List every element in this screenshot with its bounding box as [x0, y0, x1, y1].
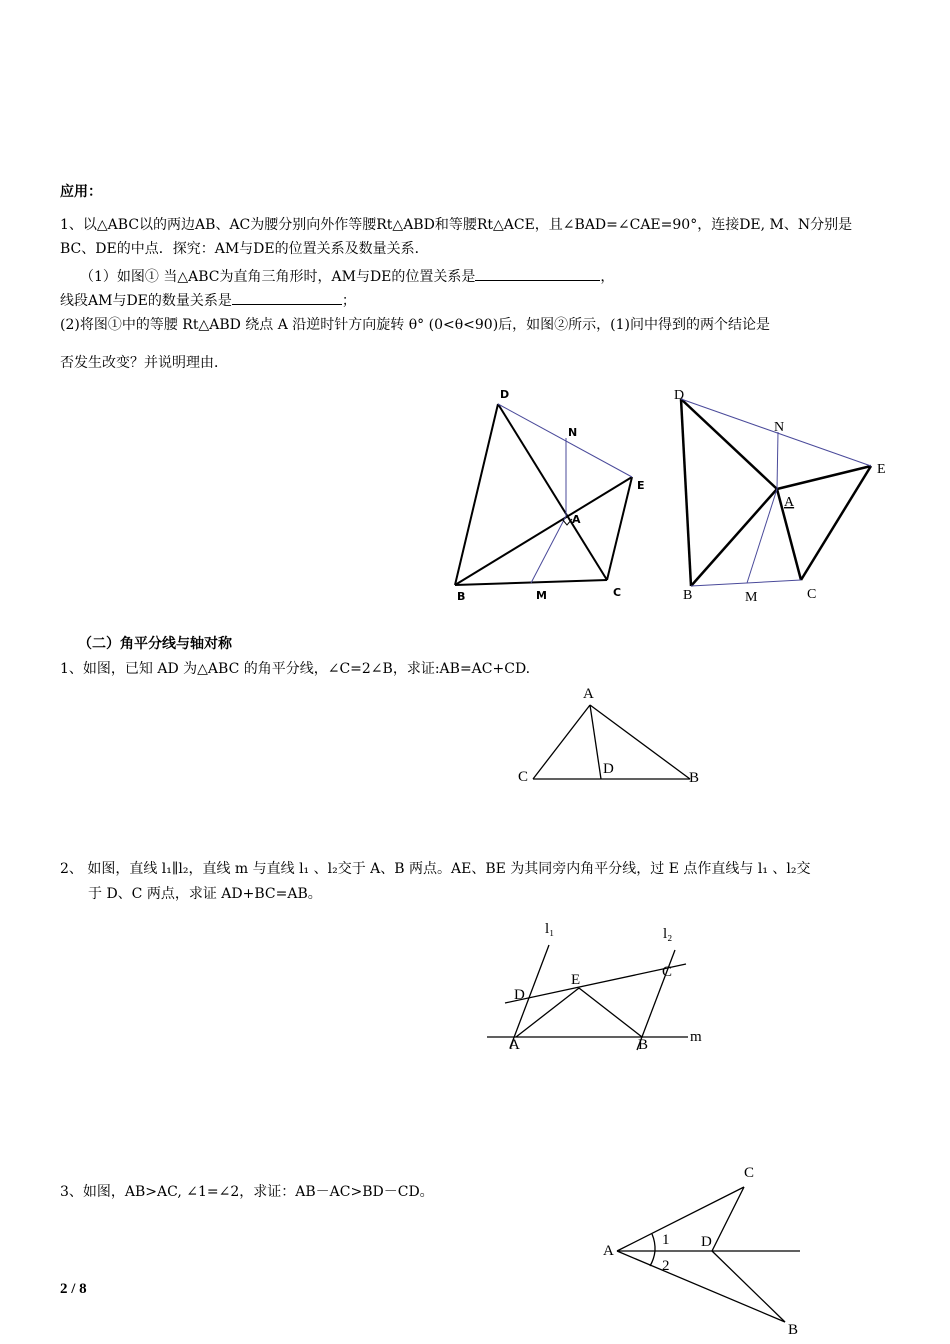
fig2-label-E: E: [877, 462, 886, 477]
fig2-label-C: C: [807, 587, 817, 602]
fig1-label-E: E: [637, 479, 645, 492]
problem-1-q2b: 否发生改变？并说明理由．: [60, 355, 228, 371]
fig5-seg-DB: [712, 1251, 785, 1322]
fig1-label-D: D: [500, 388, 510, 401]
q1b-text: 线段AM与DE的数量关系是: [60, 293, 232, 309]
fig5-seg-CD: [712, 1187, 744, 1251]
fig4-label-m: m: [690, 1029, 702, 1045]
fig5-angle-1-arc: [652, 1234, 655, 1251]
fig1-label-M: M: [536, 589, 547, 602]
fig5-seg-AB: [617, 1251, 785, 1322]
s2-problem-2-line-2: 于 D、C 两点，求证 AD+BC=AB。: [88, 886, 322, 902]
fig4-label-A: A: [509, 1037, 520, 1053]
fig4-label-B: B: [638, 1037, 649, 1053]
s2-problem-2-line-1: 2、 如图，直线 l₁∥l₂，直线 m 与直线 l₁ 、l₂交于 A、B 两点。AE、BE 为其同旁内角平分线，过 E 点作直线与 l₁ 、l₂交: [60, 861, 811, 877]
fig3-label-C: C: [518, 769, 529, 785]
section-2-heading: （二）角平分线与轴对称: [78, 636, 232, 652]
fig3-label-D: D: [603, 761, 614, 777]
fig2-label-A: A: [784, 495, 795, 510]
problem-1-line-1: 1、以△ABC以的两边AB、AC为腰分别向外作等腰Rt△ABD和等腰Rt△ACE，且∠BAD=∠CAE=90°，连接DE, M、N分别是: [60, 217, 853, 233]
s2-problem-3: 3、如图，AB>AC, ∠1=∠2，求证：AB－AC>BD－CD。: [60, 1184, 434, 1200]
q1a-end: ，: [600, 269, 615, 285]
fig2-label-M: M: [745, 590, 758, 605]
fig5-label-B: B: [788, 1322, 799, 1338]
fig5-angle-2-arc: [650, 1251, 655, 1266]
fig4-label-C: C: [662, 964, 673, 980]
fig4-label-l2: l₂: [663, 926, 673, 942]
heading-apply: 应用：: [60, 184, 102, 200]
fig1-label-A: A: [572, 513, 581, 526]
fig5-label-C: C: [744, 1165, 755, 1181]
fig5-label-A: A: [603, 1243, 614, 1259]
fig1-label-B: B: [457, 590, 466, 603]
fig4-label-E: E: [571, 972, 581, 988]
fig5-label-1: 1: [662, 1232, 670, 1248]
fig2-label-N: N: [774, 420, 785, 435]
fig4-label-D: D: [514, 987, 525, 1003]
fig5-seg-AC: [617, 1187, 744, 1251]
page-number: 2 / 8: [60, 1281, 87, 1297]
problem-1-q2a: (2)将图①中的等腰 Rt△ABD 绕点 A 沿逆时针方向旋转 θ° (0<θ<90)后，如图②所示，(1)问中得到的两个结论是: [60, 317, 770, 333]
fig1-label-N: N: [568, 426, 578, 439]
fig2-label-D: D: [674, 388, 685, 403]
q1b-end: ；: [341, 293, 356, 309]
fig1-label-C: C: [613, 586, 622, 599]
fig5-label-2: 2: [662, 1258, 670, 1274]
fig3-label-A: A: [583, 686, 594, 702]
s2-problem-1: 1、如图，已知 AD 为△ABC 的角平分线，∠C=2∠B，求证:AB=AC+CD.: [60, 661, 531, 677]
fig5-label-D: D: [701, 1234, 712, 1250]
fig2-label-B: B: [683, 588, 693, 603]
fig3-label-B: B: [689, 770, 700, 786]
problem-1-line-2: BC、DE的中点．探究：AM与DE的位置关系及数量关系．: [60, 241, 429, 257]
fig4-label-l1: l₁: [545, 921, 555, 937]
q1a-text: （1）如图① 当△ABC为直角三角形时，AM与DE的位置关系是: [80, 269, 476, 285]
